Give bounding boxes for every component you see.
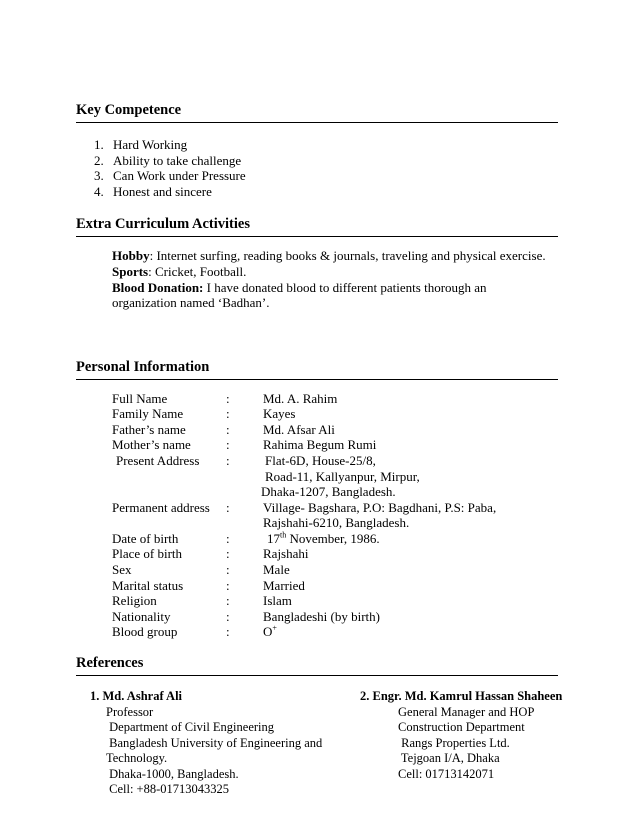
- extra-curriculum-body: [112, 248, 572, 311]
- reference-2-line: Tejgoan I/A, Dhaka: [398, 751, 500, 765]
- reference-2: [360, 689, 562, 782]
- reference-1-line: Bangladesh University of Engineering and: [106, 735, 323, 750]
- list-item: 4. Honest and sincere: [94, 183, 212, 199]
- reference-1-line: Technology.: [106, 751, 168, 765]
- list-item: 1. Hard Working: [94, 137, 188, 152]
- sports-line: Sports: Cricket, Football.: [112, 263, 247, 279]
- reference-2-line: Cell: 01713142071: [398, 766, 495, 781]
- reference-2-title: 2. Engr. Md. Kamrul Hassan Shaheen: [360, 689, 563, 703]
- key-competence-list: [94, 137, 246, 199]
- reference-1-line: Dhaka-1000, Bangladesh.: [106, 766, 239, 781]
- reference-2-line: Construction Department: [398, 720, 525, 734]
- reference-1-line: Professor: [106, 704, 154, 719]
- key-competence-heading: Key Competence: [76, 102, 558, 123]
- reference-1: [90, 689, 322, 798]
- blood-donation-line: Blood Donation: I have donated blood to different patients thorough an: [112, 279, 487, 295]
- extra-curriculum-heading: Extra Curriculum Activities: [76, 216, 558, 237]
- reference-1-line: Cell: +88-01713043325: [106, 782, 230, 796]
- hobby-line: Hobby: Internet surfing, reading books & journals, traveling and physical exercise.: [112, 248, 546, 263]
- list-item: 3. Can Work under Pressure: [94, 168, 246, 183]
- list-item: 2. Ability to take challenge: [94, 152, 242, 168]
- blood-donation-line-2: organization named ‘Badhan’.: [112, 295, 270, 311]
- reference-1-line: Department of Civil Engineering: [106, 720, 275, 734]
- personal-info-heading: Personal Information: [76, 359, 558, 380]
- reference-2-line: General Manager and HOP: [398, 704, 535, 719]
- references-heading: References: [76, 655, 558, 676]
- reference-2-line: Rangs Properties Ltd.: [398, 735, 510, 750]
- reference-1-title: 1. Md. Ashraf Ali: [90, 689, 183, 703]
